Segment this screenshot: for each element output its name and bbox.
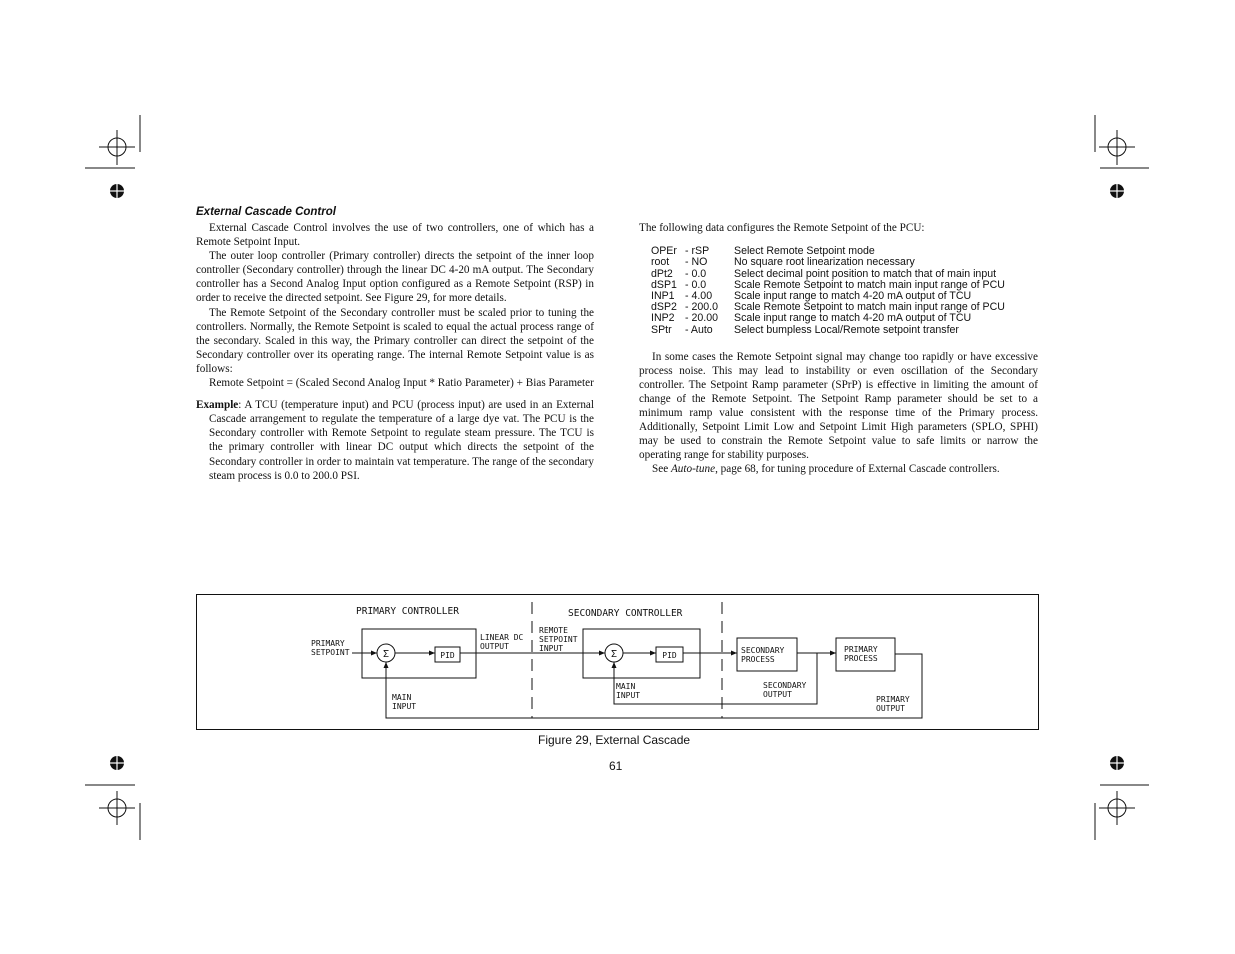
autotune-pre: See	[652, 463, 671, 476]
config-row	[651, 313, 1005, 324]
left-column	[196, 221, 594, 483]
config-value: - rSP	[685, 245, 710, 258]
config-desc: Scale input range to match 4-20 mA output of TCU	[734, 289, 972, 302]
config-value: - 4.00	[685, 289, 713, 302]
config-desc: Select decimal point position to match that of main input	[734, 267, 997, 280]
secondary-process-label-1: SECONDARY	[741, 646, 785, 655]
config-param: dSP2	[651, 301, 677, 314]
config-param: root	[651, 256, 670, 269]
config-value: - 0.0	[685, 278, 707, 291]
linear-dc-label-1: LINEAR DC	[480, 633, 524, 642]
config-row	[651, 257, 1005, 268]
config-value: - NO	[685, 256, 708, 269]
config-value: - Auto	[685, 323, 713, 336]
paragraph-scaling: The Remote Setpoint of the Secondary controller must be scaled prior to tuning the controllers. Normally, the Remote Setpoint is scaled to equal the actual process range of the secondary. Scaled in this way, the Primary controller can direct the setpoint of the Secondary controller over its operating range. The internal Remote Setpoint value is as follows:	[196, 306, 594, 375]
config-value: - 20.00	[685, 312, 718, 325]
secondary-sigma: Σ	[610, 649, 618, 660]
primary-main-input-label-1: MAIN	[392, 693, 412, 702]
primary-setpoint-label-1: PRIMARY	[311, 639, 345, 648]
config-intro: The following data configures the Remote Setpoint of the PCU:	[639, 222, 925, 234]
config-table	[651, 246, 1005, 336]
linear-dc-label-2: OUTPUT	[480, 642, 509, 651]
registration-mark-bottom-right	[1085, 745, 1155, 845]
config-desc: Scale input range to match 4-20 mA output of TCU	[734, 312, 972, 325]
config-param: dSP1	[651, 278, 677, 291]
registration-mark-top-left	[85, 110, 155, 210]
primary-sigma: Σ	[382, 649, 390, 660]
config-desc: No square root linearization necessary	[734, 256, 915, 269]
example-text: : A TCU (temperature input) and PCU (process input) are used in an External Cascade arrangement to regulate the temperature of a large dye vat. The PCU is the Secondary controller with Remote Setpoint to regulate steam pressure. The TCU is the primary controller with linear DC output which directs the setpoint of the Secondary controller in order to maintain vat temperature. The range of the secondary steam process is 0.0 to 200.0 PSI.	[209, 399, 594, 482]
config-param: INP1	[651, 289, 675, 302]
paragraph-example	[196, 398, 594, 483]
paragraph-ramp: In some cases the Remote Setpoint signal may change too rapidly or have excessive process noise. This may lead to instability or even oscillation of the Secondary controller. The Setpoint Ramp parameter (SPrP) is effective in limiting the amount of change of the Remote Setpoint. The Setpoint Ramp parameter should be set to a minimum ramp value consistent with the response time of the Primary process. Additionally, Setpoint Limit Low and Setpoint Limit High parameters (SPLO, SPHI) may be used to constrain the Remote Setpoint value to safe limits or narrow the operating range for stability purposes.	[639, 350, 1038, 462]
primary-process-label-1: PRIMARY	[844, 645, 878, 654]
remote-setpoint-label-3: INPUT	[539, 644, 564, 653]
primary-main-input-label-2: INPUT	[392, 702, 417, 711]
primary-output-label-2: OUTPUT	[876, 704, 905, 713]
paragraph-intro: External Cascade Control involves the use of two controllers, one of which has a Remote Setpoint Input.	[196, 222, 594, 249]
config-value: - 200.0	[685, 301, 718, 314]
registration-mark-top-right	[1085, 110, 1155, 210]
section-heading: External Cascade Control	[196, 206, 336, 218]
config-value: - 0.0	[685, 267, 707, 280]
figure-caption: Figure 29, External Cascade	[538, 733, 691, 747]
secondary-pid: PID	[662, 651, 677, 660]
config-param: OPEr	[651, 245, 677, 258]
config-desc: Select bumpless Local/Remote setpoint transfer	[734, 323, 959, 336]
config-desc: Scale Remote Setpoint to match main input range of PCU	[734, 301, 1005, 314]
primary-output-label-1: PRIMARY	[876, 695, 910, 704]
secondary-main-input-label-1: MAIN	[616, 682, 636, 691]
config-desc: Scale Remote Setpoint to match main input range of PCU	[734, 278, 1005, 291]
config-row	[651, 325, 1005, 336]
primary-setpoint-label-2: SETPOINT	[311, 648, 350, 657]
paragraph-autotune	[639, 462, 1038, 476]
config-param: SPtr	[651, 323, 672, 336]
remote-setpoint-label-1: REMOTE	[539, 626, 568, 635]
example-label: Example	[196, 399, 239, 412]
secondary-output-label-2: OUTPUT	[763, 690, 792, 699]
secondary-controller-title: SECONDARY CONTROLLER	[568, 608, 683, 619]
cascade-diagram	[196, 594, 1040, 731]
config-desc: Select Remote Setpoint mode	[734, 245, 875, 258]
config-param: dPt2	[651, 267, 673, 280]
primary-pid: PID	[440, 651, 455, 660]
paragraph-formula: Remote Setpoint = (Scaled Second Analog Input * Ratio Parameter) + Bias Parameter	[209, 377, 594, 390]
registration-mark-bottom-left	[85, 745, 155, 845]
paragraph-outer-loop: The outer loop controller (Primary controller) directs the setpoint of the inner loop controller (Secondary controller) through the linear DC 4-20 mA output. The Secondary controller has a Second Analog Input option configured as a Remote Setpoint (RSP) in order to receive the directed setpoint. See Figure 29, for more details.	[196, 250, 594, 305]
right-column	[639, 221, 1038, 477]
page-number: 61	[609, 759, 623, 773]
config-param: INP2	[651, 312, 675, 325]
primary-controller-title: PRIMARY CONTROLLER	[356, 606, 459, 617]
secondary-process-label-2: PROCESS	[741, 655, 775, 664]
remote-setpoint-label-2: SETPOINT	[539, 635, 578, 644]
secondary-output-label-1: SECONDARY	[763, 681, 807, 690]
autotune-link[interactable]: Auto-tune	[670, 463, 716, 476]
primary-process-label-2: PROCESS	[844, 654, 878, 663]
secondary-main-input-label-2: INPUT	[616, 691, 641, 700]
autotune-post: , page 68, for tuning procedure of External Cascade controllers.	[715, 463, 1000, 476]
